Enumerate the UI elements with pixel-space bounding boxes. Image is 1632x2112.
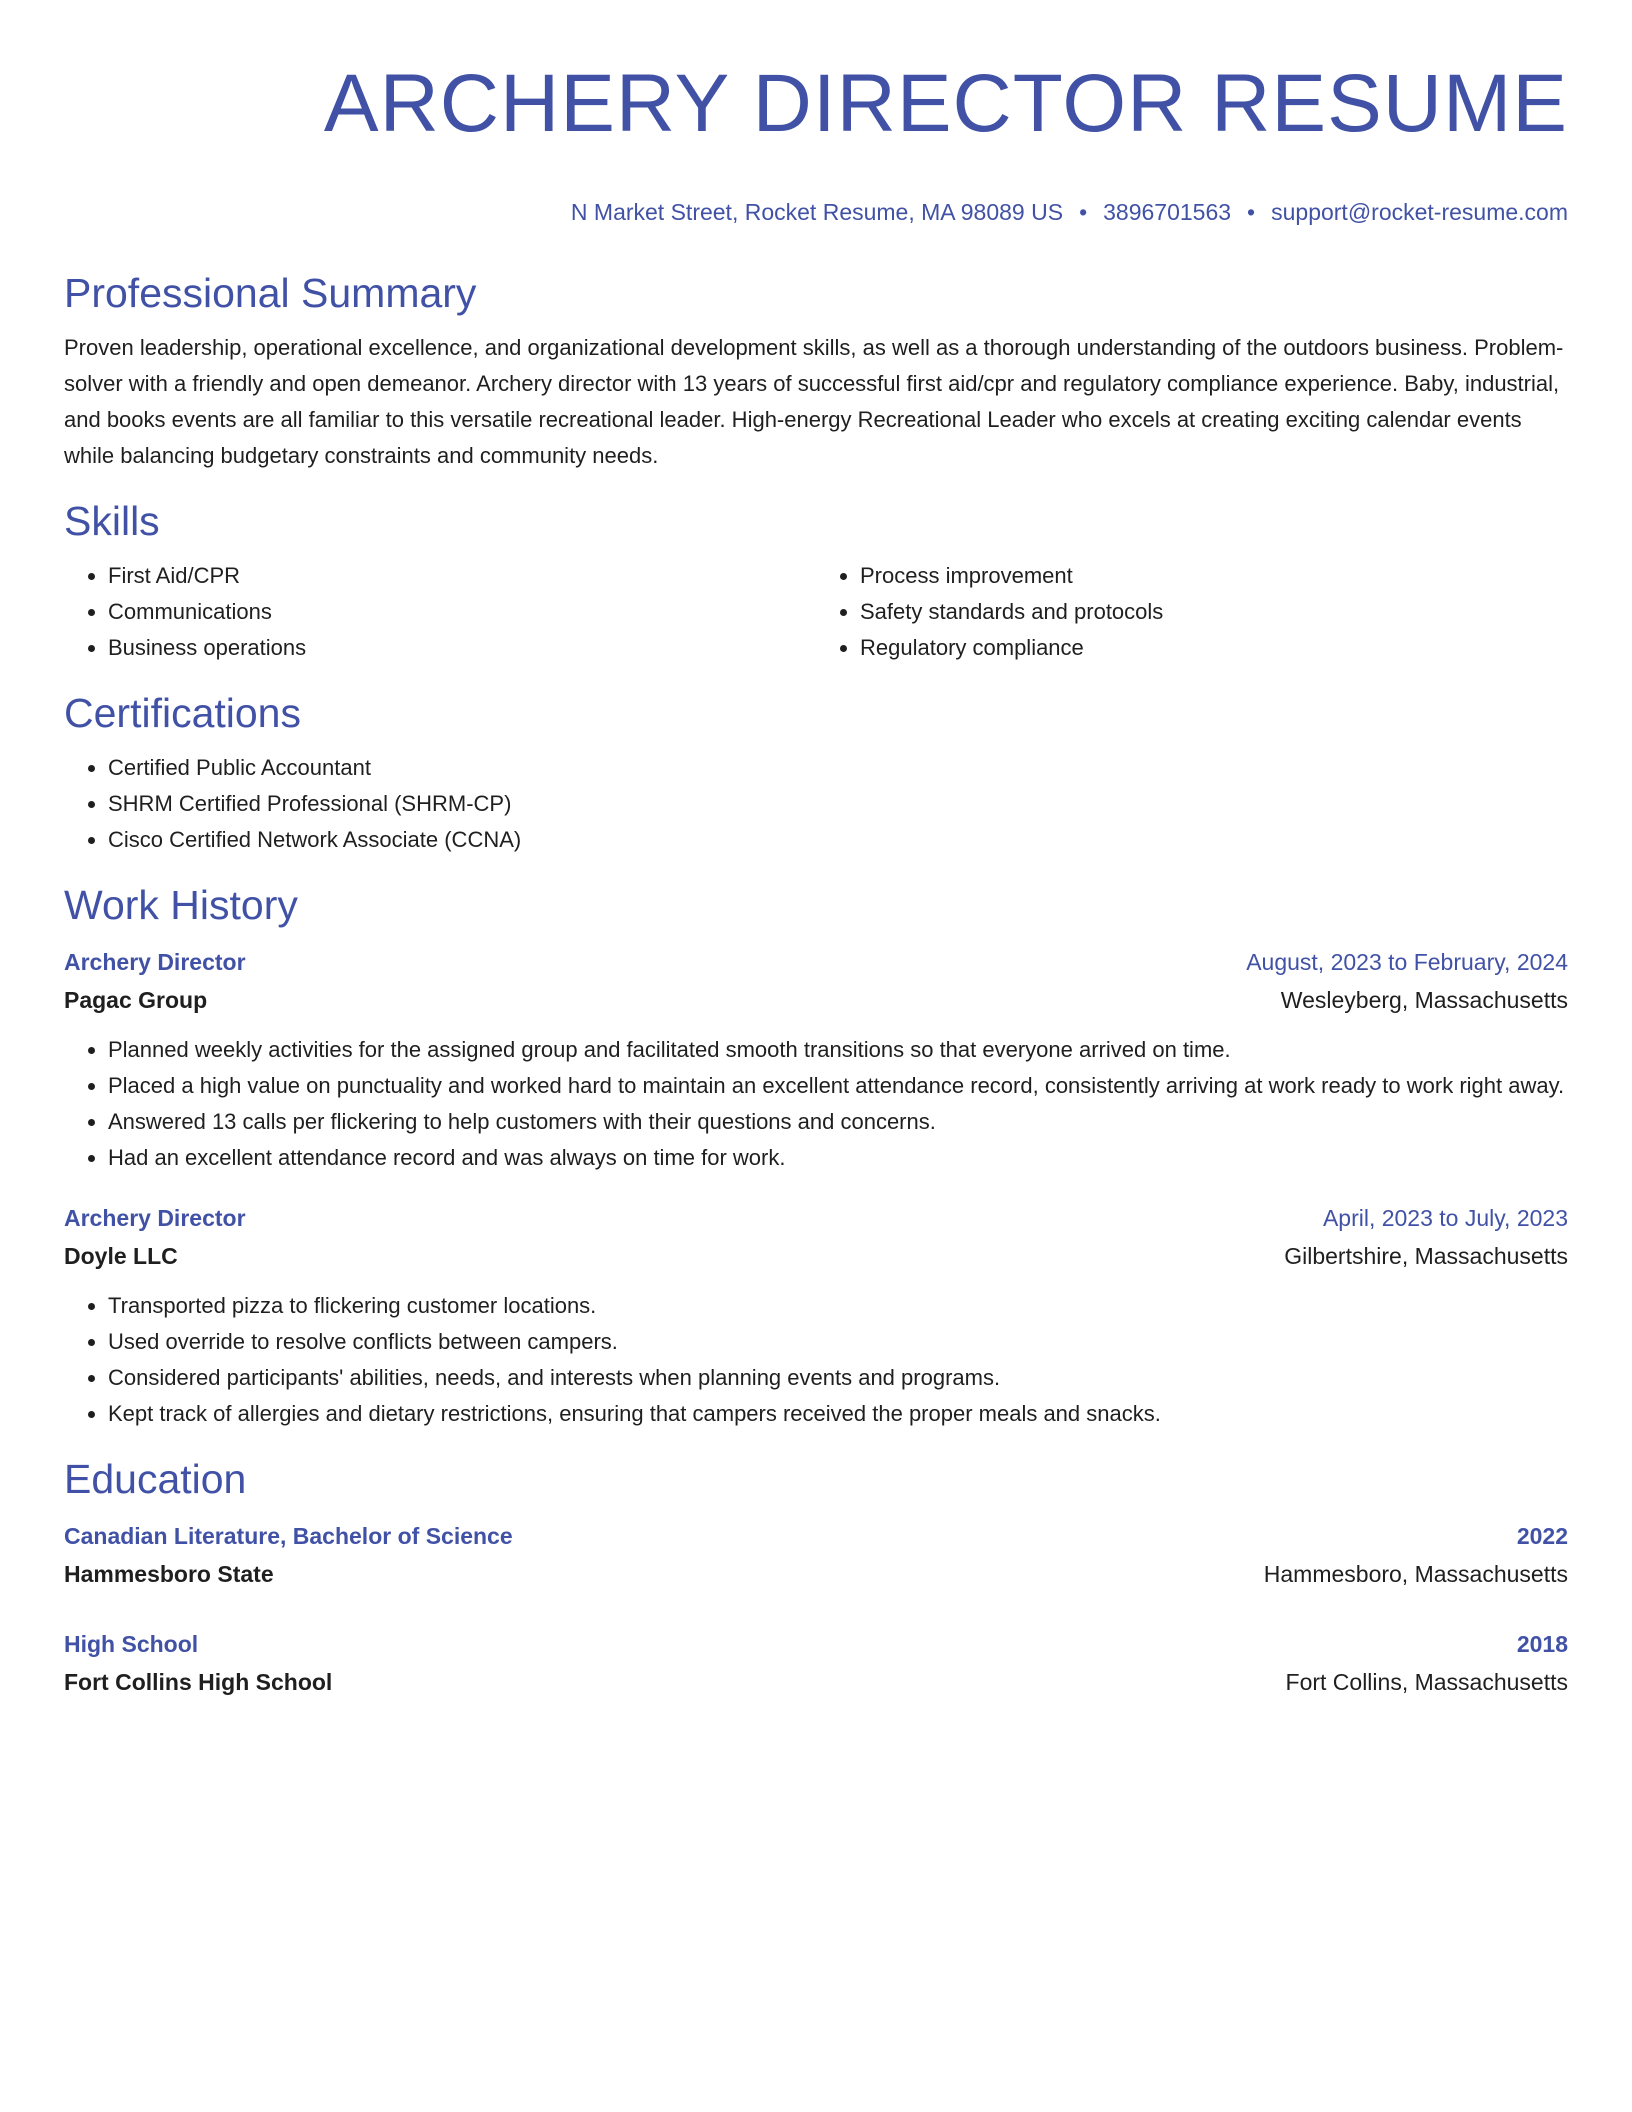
- certification-item: • Certified Public Accountant: [108, 750, 1568, 786]
- graduation-year: 2018: [1516, 1631, 1568, 1657]
- education-entry: [64, 1518, 1568, 1594]
- job-role: Archery Director: [64, 1205, 246, 1231]
- job-bullet: • Planned weekly activities for the assigned group and facilitated smooth transitions so that everyone arrived on time.: [108, 1032, 1568, 1068]
- skill-item: • Business operations: [108, 630, 816, 666]
- skill-item: • First Aid/CPR: [108, 558, 816, 594]
- job-bullet: • Kept track of allergies and dietary restrictions, ensuring that campers received the proper meals and snacks.: [108, 1396, 1568, 1432]
- skills-list-left: [64, 558, 816, 666]
- education-heading: Education: [64, 1456, 247, 1502]
- certifications-heading: Certifications: [64, 690, 301, 736]
- graduation-year: 2022: [1516, 1523, 1568, 1549]
- skill-item: • Regulatory compliance: [860, 630, 1568, 666]
- skills-list-right: [816, 558, 1568, 666]
- skills-section: [64, 496, 1568, 666]
- job-entry: [64, 1200, 1568, 1432]
- certifications-list: [64, 750, 1568, 858]
- job-role: Archery Director: [64, 949, 246, 975]
- degree-row: [64, 1518, 1568, 1554]
- work-history-heading: Work History: [64, 882, 298, 928]
- work-history-section: [64, 880, 1568, 1432]
- skills-heading: Skills: [64, 498, 160, 544]
- job-location: Gilbertshire, Massachusetts: [1284, 1243, 1568, 1269]
- degree-row: [64, 1626, 1568, 1662]
- summary-heading: Professional Summary: [64, 270, 477, 316]
- education-section: [64, 1454, 1568, 1702]
- skill-item: • Safety standards and protocols: [860, 594, 1568, 630]
- resume-title: ARCHERY DIRECTOR RESUME: [323, 58, 1568, 149]
- contact-separator: •: [1079, 199, 1088, 225]
- contact-phone: 3896701563: [1103, 199, 1232, 225]
- job-bullet: • Transported pizza to flickering customer locations.: [108, 1288, 1568, 1324]
- job-bullets: [64, 1288, 1568, 1432]
- job-bullet: • Placed a high value on punctuality and worked hard to maintain an excellent attendance record, consistently arriving at work ready to work right away.: [108, 1068, 1568, 1104]
- school-location: Hammesboro, Massachusetts: [1263, 1561, 1568, 1587]
- contact-address: N Market Street, Rocket Resume, MA 98089 US: [570, 199, 1064, 225]
- job-title-row: [64, 1200, 1568, 1236]
- certification-item: • Cisco Certified Network Associate (CCNA): [108, 822, 1568, 858]
- job-location: Wesleyberg, Massachusetts: [1280, 987, 1568, 1013]
- certification-item: • SHRM Certified Professional (SHRM-CP): [108, 786, 1568, 822]
- skills-columns: [64, 546, 1568, 666]
- contact-line: [64, 196, 1568, 228]
- job-dates: April, 2023 to July, 2023: [1322, 1205, 1568, 1231]
- job-bullets: [64, 1032, 1568, 1176]
- school-name: Hammesboro State: [64, 1561, 274, 1587]
- job-bullet: • Considered participants' abilities, needs, and interests when planning events and programs.: [108, 1360, 1568, 1396]
- school-row: [64, 1554, 1568, 1594]
- certifications-section: [64, 688, 1568, 858]
- degree-name: Canadian Literature, Bachelor of Science: [64, 1523, 513, 1549]
- job-title-row: [64, 944, 1568, 980]
- summary-text: Proven leadership, operational excellence, and organizational development skills, as well as a thorough understanding of the outdoors business. Problem-solver with a friendly and open demeanor. Archery director with 13 years of successful first aid/cpr and regulatory compliance experience. Baby, industrial, and books events are all familiar to this versatile recreational leader. High-energy Recreational Leader who excels at creating exciting calendar events while balancing budgetary constraints and community needs.: [64, 335, 1564, 468]
- job-dates: August, 2023 to February, 2024: [1246, 949, 1568, 975]
- skill-item: • Process improvement: [860, 558, 1568, 594]
- education-entry: [64, 1626, 1568, 1702]
- contact-email[interactable]: support@rocket-resume.com: [1271, 199, 1568, 225]
- school-location: Fort Collins, Massachusetts: [1285, 1669, 1568, 1695]
- job-bullet: • Used override to resolve conflicts between campers.: [108, 1324, 1568, 1360]
- degree-name: High School: [64, 1631, 199, 1657]
- job-company-row: [64, 1236, 1568, 1276]
- school-name: Fort Collins High School: [64, 1669, 333, 1695]
- job-company: Doyle LLC: [64, 1243, 178, 1269]
- contact-separator: •: [1247, 199, 1256, 225]
- school-row: [64, 1662, 1568, 1702]
- job-company-row: [64, 980, 1568, 1020]
- job-company: Pagac Group: [64, 987, 208, 1013]
- skill-item: • Communications: [108, 594, 816, 630]
- summary-section: [64, 268, 1568, 474]
- job-bullet: • Answered 13 calls per flickering to help customers with their questions and concerns.: [108, 1104, 1568, 1140]
- job-entry: [64, 944, 1568, 1176]
- job-bullet: • Had an excellent attendance record and was always on time for work.: [108, 1140, 1568, 1176]
